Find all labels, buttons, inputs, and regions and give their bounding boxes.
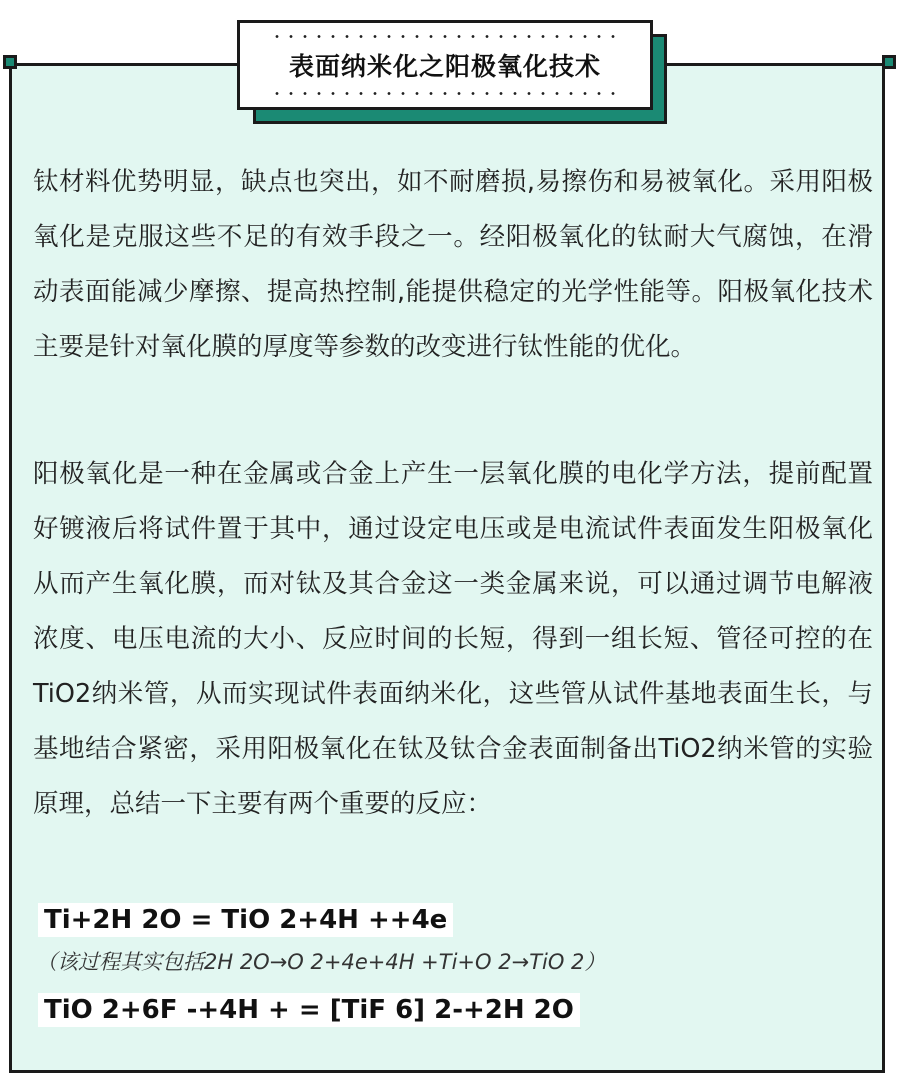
title-box	[237, 20, 653, 110]
equation-reaction-1: Ti+2H 2O = TiO 2+4H ++4e	[38, 903, 453, 937]
title-dots-top	[270, 35, 620, 38]
equation-reaction-2: TiO 2+6F -+4H + = [TiF 6] 2-+2H 2O	[38, 993, 580, 1027]
corner-square-left	[3, 55, 17, 69]
page-title: 表面纳米化之阳极氧化技术	[288, 52, 601, 81]
corner-square-right	[882, 55, 896, 69]
title-dots-bottom	[270, 92, 620, 95]
paragraph-intro: 钛材料优势明显，缺点也突出，如不耐磨损,易擦伤和易被氧化。采用阳极氧化是克服这些不足的有效手段之一。经阳极氧化的钛耐大气腐蚀，在滑动表面能减少摩擦、提高热控制,能提供稳定的光学性能等。阳极氧化技术主要是针对氧化膜的厚度等参数的改变进行钛性能的优化。	[33, 167, 873, 362]
equation-note: （该过程其实包括2H 2O→O 2+4e+4H +Ti+O 2→TiO 2）	[36, 950, 606, 974]
paragraph-anodizing: 阳极氧化是一种在金属或合金上产生一层氧化膜的电化学方法，提前配置好镀液后将试件置于其中，通过设定电压或是电流试件表面发生阳极氧化从而产生氧化膜，而对钛及其合金这一类金属来说，可以通过调节电解液浓度、电压电流的大小、反应时间的长短，得到一组长短、管径可控的在TiO2纳米管，从而实现试件表面纳米化，这些管从试件基地表面生长，与基地结合紧密，采用阳极氧化在钛及钛合金表面制备出TiO2纳米管的实验原理，总结一下主要有两个重要的反应：	[33, 459, 873, 819]
